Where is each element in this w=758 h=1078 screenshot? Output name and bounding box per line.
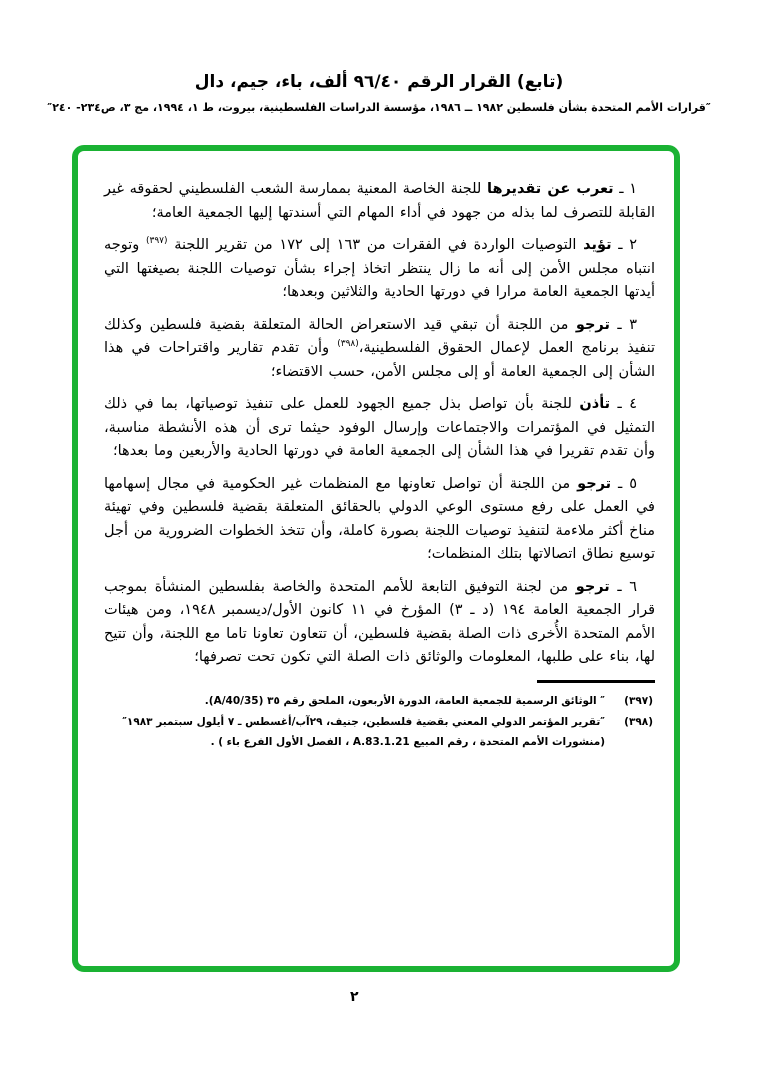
- page-number: ٢: [350, 989, 359, 1005]
- footnote-separator: [537, 680, 655, 683]
- paragraph-3: ٣ ـ ترجو من اللجنة أن تبقي قيد الاستعراض الحالة المتعلقة بقضية فلسطين وكذلك تنفيذ برنامج العمل لإعمال الحقوق الفلسطينية،$^{(٣٩٨)}$ وأن تقدم تقارير واقتراحات في هذا الشأن إلى الجمعية العامة أو إلى مجلس الأمن، حسب الاقتضاء؛: [104, 316, 655, 380]
- footnote-text: ″ الوثائق الرسمية للجمعية العامة، الدورة الأربعون، الملحق رقم ٣٥ (A/40/35).: [204, 694, 605, 707]
- footnote-397: [104, 692, 655, 712]
- page-header: [0, 72, 758, 114]
- document-title: (تابع) القرار الرقم ٩٦/٤٠ ألف، باء، جيم، دال: [194, 72, 564, 92]
- footnote-label: (٣٩٧): [624, 694, 653, 707]
- paragraph-6: ٦ ـ ترجو من لجنة التوفيق التابعة للأمم المتحدة والخاصة بفلسطين المنشأة بموجب قرار الجمعية العامة ١٩٤ (د ـ ٣) المؤرخ في ١١ كانون الأول/ديسمبر ١٩٤٨، ومن هيئات الأمم المتحدة الأُخرى ذات الصلة بقضية فلسطين، أن تتعاون تعاونا تاما مع اللجنة، وأن تتيح لها، بناء على طلبها، المعلومات والوثائق ذات الصلة التي تكون تحت تصرفها؛: [104, 578, 656, 665]
- paragraph-4: ٤ ـ تأذن للجنة بأن تواصل بذل جميع الجهود للعمل على تنفيذ توصياتها، بما في ذلك التمثيل في المؤتمرات والاجتماعات وإرسال الوفود حيثما ترى أن هذه الأنشطة مناسبة، وأن تقدم تقريرا في هذا الشأن إلى الجمعية العامة في دورتها الحادية والأربعين وما بعدها؛: [104, 396, 655, 459]
- paragraph-5: ٥ ـ ترجو من اللجنة أن تواصل تعاونها مع المنظمات غير الحكومية في مجال إسهامها في العمل على رفع مستوى الوعي الدولي بالحقائق المتعلقة بقضية فلسطين وفي تهيئة مناخ أكثر ملاءمة لتنفيذ توصيات اللجنة بصورة كاملة، وأن تتخذ الخطوات الضرورية من أجل توسيع نطاق اتصالاتها بتلك المنظمات؛: [104, 475, 655, 562]
- footnotes-section: [104, 692, 655, 753]
- resolution-body: [104, 178, 655, 670]
- paragraph-1: ١ ـ تعرب عن تقديرها للجنة الخاصة المعنية بممارسة الشعب الفلسطيني لحقوقه غير القابلة للتصرف لما بذله من جهود في أداء المهام التي أسندتها إليها الجمعية العامة؛: [104, 181, 655, 221]
- content-frame: [72, 145, 680, 972]
- footnote-398: [104, 713, 655, 752]
- footnote-text: ″تقرير المؤتمر الدولي المعني بقضية فلسطين، جنيف، ٢٩آب/أغسطس ـ ٧ أيلول سبتمبر ١٩٨٣″ (منشورات الأمم المتحدة ، رقم المبيع A.83.1.21 ، الفصل الأول الفرع باء ) .: [122, 716, 605, 748]
- footnote-label: (٣٩٨): [624, 716, 653, 728]
- paragraph-2: ٢ ـ تؤيد التوصيات الواردة في الفقرات من ١٦٣ إلى ١٧٢ من تقرير اللجنة $^{(٣٩٧)}$ وتوجه انتباه مجلس الأمن إلى أنه ما زال ينتظر اتخاذ إجراء بشأن توصيات اللجنة بصيغتها التي أيدتها الجمعية العامة مرارا في دورتها الحادية والثلاثين وبعدها؛: [104, 236, 655, 300]
- document-source-line: ″قرارات الأمم المتحدة بشأن فلسطين ١٩٨٢ ــ ١٩٨٦، مؤسسة الدراسات الفلسطينية، بيروت، ط ١، ١٩٩٤، مج ٣، ص٢٣٤- ٢٤٠″: [47, 101, 711, 114]
